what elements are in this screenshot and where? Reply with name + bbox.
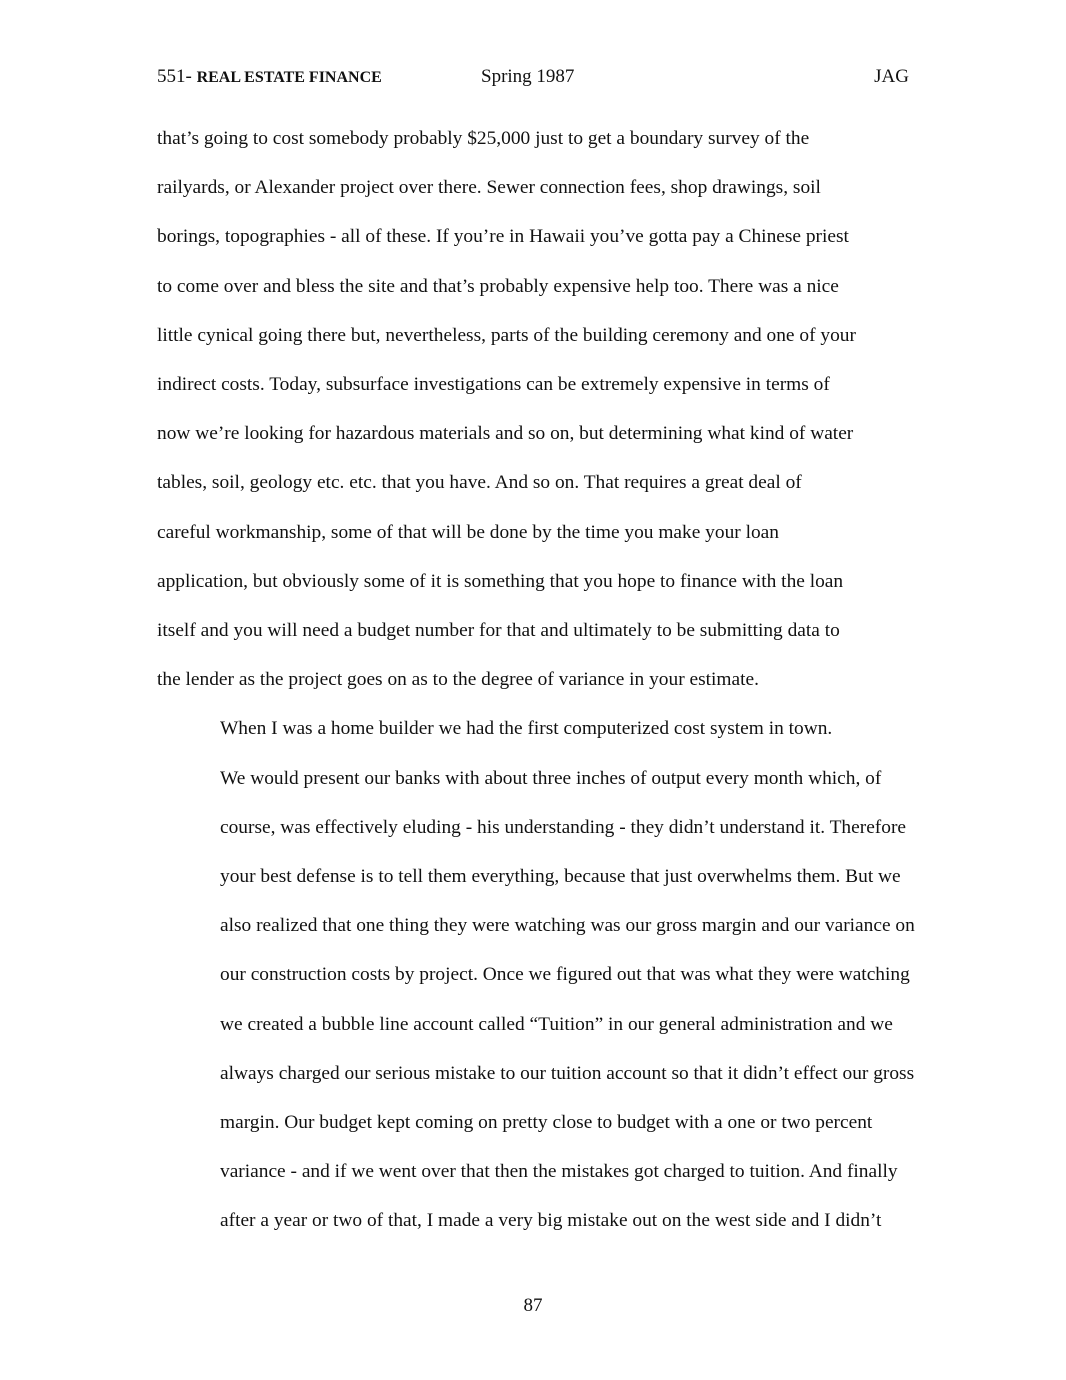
page-number: 87 <box>523 1295 543 1316</box>
paragraph <box>157 704 915 1245</box>
text-line: now we’re looking for hazardous materials and so on, but determining what kind of water <box>157 423 854 445</box>
text-line: little cynical going there but, nevertheless, parts of the building ceremony and one of your <box>157 324 856 346</box>
text-line: that’s going to cost somebody probably $25,000 just to get a boundary survey of the <box>157 128 810 149</box>
text-line: indirect costs. Today, subsurface investigations can be extremely expensive in terms of <box>157 374 830 396</box>
text-line: always charged our serious mistake to our tuition account so that it didn’t effect our gross <box>220 1062 915 1084</box>
text-line: also realized that one thing they were watching was our gross margin and our variance on <box>220 915 915 937</box>
transcript-body <box>157 114 915 1246</box>
running-header <box>157 64 909 90</box>
header-course <box>157 64 382 91</box>
text-line: railyards, or Alexander project over there. Sewer connection fees, shop drawings, soil <box>157 177 821 199</box>
header-term: Spring 1987 <box>481 66 575 87</box>
page-footer <box>0 1293 1066 1319</box>
text-line: tables, soil, geology etc. etc. that you have. And so on. That requires a great deal of <box>157 472 802 494</box>
text-line: application, but obviously some of it is something that you hope to finance with the loan <box>157 570 844 592</box>
header-course-title: REAL ESTATE FINANCE <box>196 69 382 86</box>
text-line: we created a bubble line account called “Tuition” in our general administration and we <box>220 1013 893 1035</box>
text-line: after a year or two of that, I made a very big mistake out on the west side and I didn’t <box>220 1210 882 1232</box>
text-line: our construction costs by project. Once we figured out that was what they were watching <box>220 964 910 986</box>
text-line: your best defense is to tell them everything, because that just overwhelms them. But we <box>220 866 901 888</box>
text-line: course, was effectively eluding - his understanding - they didn’t understand it. Therefore <box>220 816 907 838</box>
text-line: We would present our banks with about three inches of output every month which, of <box>220 767 882 789</box>
header-course-number: 551- <box>157 66 197 87</box>
text-line: variance - and if we went over that then the mistakes got charged to tuition. And finally <box>220 1161 898 1183</box>
text-line: margin. Our budget kept coming on pretty close to budget with a one or two percent <box>220 1112 873 1134</box>
text-line: careful workmanship, some of that will be done by the time you make your loan <box>157 521 779 543</box>
header-initials: JAG <box>874 66 909 87</box>
text-line: borings, topographies - all of these. If you’re in Hawaii you’ve gotta pay a Chinese priest <box>157 226 849 248</box>
text-line: When I was a home builder we had the first computerized cost system in town. <box>220 718 833 740</box>
text-line: itself and you will need a budget number for that and ultimately to be submitting data to <box>157 620 840 642</box>
text-line: the lender as the project goes on as to the degree of variance in your estimate. <box>157 669 759 691</box>
paragraph <box>157 114 909 704</box>
text-line: to come over and bless the site and that’s probably expensive help too. There was a nice <box>157 275 839 297</box>
